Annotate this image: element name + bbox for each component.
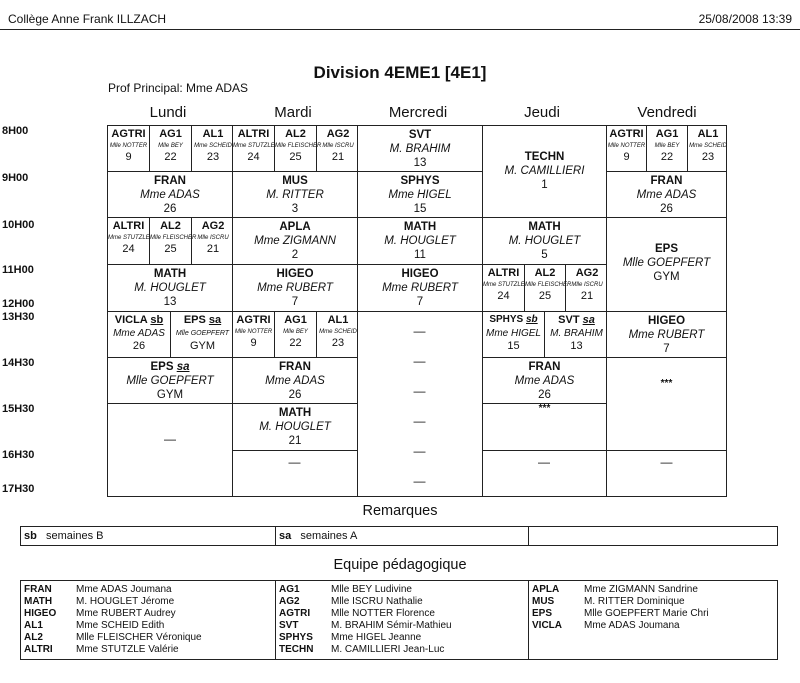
lesson-cell: HIGEO Mme RUBERT 7 — [606, 311, 727, 358]
lesson-cell: HIGEO Mme RUBERT 7 — [357, 264, 483, 312]
lesson-split — [482, 311, 607, 358]
lesson-split — [107, 125, 233, 172]
remark-item: sb semaines B — [24, 530, 104, 542]
prof-principal: Prof Principal: Mme ADAS — [108, 81, 249, 95]
day-vendredi: Vendredi — [637, 104, 697, 121]
lesson-group: AG2 Mlle ISCRU 21 — [197, 220, 229, 255]
remarques-box — [20, 526, 778, 546]
day-mardi: Mardi — [274, 104, 312, 121]
note-stars: *** — [660, 378, 673, 389]
time-label: 8H00 — [2, 125, 29, 137]
equipe-column — [24, 584, 202, 656]
lesson-cell: HIGEO Mme RUBERT 7 — [232, 264, 358, 312]
equipe-column — [532, 584, 709, 632]
team-member: ALTRI Mme STUTZLE Valérie — [24, 644, 179, 655]
header-divider — [0, 29, 800, 30]
lesson-group: AG1 Mlle BEY 22 — [275, 312, 317, 357]
team-member: VICLA Mme ADAS Joumana — [532, 620, 680, 631]
team-member: AL2 Mlle FLEISCHER Véronique — [24, 632, 202, 643]
lesson-cell: EPS Mlle GOEPFERT GYM — [606, 217, 727, 312]
lesson-group: SVT sa M. BRAHIM 13 — [550, 314, 603, 352]
page-title: Division 4EME1 [4E1] — [313, 63, 487, 82]
lesson-cell: APLA Mme ZIGMANN 2 — [232, 217, 358, 265]
lesson-cell: MATH M. HOUGLET 21 — [232, 403, 358, 451]
time-label: 17H30 — [2, 483, 35, 495]
day-jeudi: Jeudi — [524, 104, 560, 121]
empty-slot: — — [606, 450, 727, 498]
team-member: SVT M. BRAHIM Sémir-Mathieu — [279, 620, 452, 631]
empty-slot: — — [482, 450, 606, 498]
lesson-group: ALTRI Mme STUTZLE 24 — [483, 265, 525, 311]
team-member: AG2 Mlle ISCRU Nathalie — [279, 596, 423, 607]
lesson-split — [107, 311, 233, 358]
remarques-title: Remarques — [362, 503, 438, 519]
team-member: AGTRI Mlle NOTTER Florence — [279, 608, 435, 619]
time-label: 11H00 — [2, 264, 34, 276]
lesson-group: AG2 Mlle ISCRU 21 — [322, 128, 354, 163]
lesson-split — [107, 217, 233, 265]
lesson-group: AGTRI Mlle NOTTER 9 — [607, 126, 647, 171]
team-member: MATH M. HOUGLET Jérome — [24, 596, 175, 607]
equipe-box — [20, 580, 778, 660]
empty-slot — [482, 403, 607, 451]
lesson-group: VICLA sb Mme ADAS 26 — [108, 312, 171, 357]
lesson-cell: SVT M. BRAHIM 13 — [357, 125, 483, 172]
print-datetime: 25/08/2008 13:39 — [698, 12, 792, 26]
lesson-cell: FRAN Mme ADAS 26 — [232, 357, 358, 404]
team-member: AG1 Mlle BEY Ludivine — [279, 584, 412, 595]
lesson-cell: FRAN Mme ADAS 26 — [107, 171, 233, 218]
lesson-group: ALTRI Mme STUTZLE 24 — [108, 218, 150, 264]
time-label: 16H30 — [2, 449, 35, 461]
lesson-cell: MATH M. HOUGLET 11 — [357, 217, 483, 265]
lesson-group: AL1 Mme SCHEID 23 — [689, 128, 727, 163]
lesson-group: AG1 Mlle BEY 22 — [647, 126, 688, 171]
school-name: Collège Anne Frank ILLZACH — [8, 12, 167, 26]
team-member: APLA Mme ZIGMANN Sandrine — [532, 584, 698, 595]
lesson-split — [482, 264, 607, 312]
lesson-group: AL1 Mme SCHEID 23 — [194, 128, 232, 163]
empty-slot: — — [232, 450, 357, 498]
team-member: EPS Mlle GOEPFERT Marie Chri — [532, 608, 709, 619]
team-member: HIGEO Mme RUBERT Audrey — [24, 608, 176, 619]
note-stars: *** — [538, 403, 551, 414]
team-member: AL1 Mme SCHEID Edith — [24, 620, 165, 631]
remark-item: sa semaines A — [279, 530, 358, 542]
lesson-cell: SPHYS Mme HIGEL 15 — [357, 171, 483, 218]
time-label: 14H30 — [2, 357, 35, 369]
lesson-group: ALTRI Mme STUTZLE 24 — [233, 126, 275, 171]
lesson-group: AG1 Mlle BEY 22 — [150, 126, 192, 171]
empty-slot: — — — — — — — [357, 311, 482, 498]
time-label: 9H00 — [2, 172, 29, 184]
day-mercredi: Mercredi — [388, 104, 448, 121]
empty-slot — [606, 357, 727, 451]
lesson-cell: FRAN Mme ADAS 26 — [606, 171, 727, 218]
equipe-column — [279, 584, 452, 656]
time-label: 12H00 — [2, 298, 35, 310]
lesson-split — [232, 311, 358, 358]
lesson-cell: MUS M. RITTER 3 — [232, 171, 358, 218]
lesson-split — [606, 125, 727, 172]
lesson-split — [232, 125, 358, 172]
lesson-group: AG2 Mlle ISCRU 21 — [571, 267, 603, 302]
lesson-group: AL1 Mme SCHEID 23 — [319, 314, 357, 349]
lesson-cell: MATH M. HOUGLET 5 — [482, 217, 607, 265]
lesson-group: AGTRI Mlle NOTTER 9 — [233, 312, 275, 357]
lesson-cell: TECHN M. CAMILLIERI 1 — [482, 125, 607, 218]
lesson-cell: FRAN Mme ADAS 26 — [482, 357, 607, 404]
time-label: 10H00 — [2, 219, 35, 231]
lesson-cell: MATH M. HOUGLET 13 — [107, 264, 233, 312]
lesson-group: AL2 Mlle FLEISCHER 25 — [150, 218, 192, 264]
lesson-group: SPHYS sb Mme HIGEL 15 — [483, 312, 545, 357]
lesson-cell: EPS sa Mlle GOEPFERT GYM — [107, 357, 233, 404]
team-member: MUS M. RITTER Dominique — [532, 596, 685, 607]
time-label: 13H30 — [2, 311, 35, 323]
team-member: TECHN M. CAMILLIERI Jean-Luc — [279, 644, 445, 655]
lesson-group: AL2 Mlle FLEISCHER 25 — [525, 265, 566, 311]
time-label: 15H30 — [2, 403, 35, 415]
team-member: SPHYS Mme HIGEL Jeanne — [279, 632, 422, 643]
equipe-title: Equipe pédagogique — [333, 557, 467, 573]
day-lundi: Lundi — [149, 104, 187, 121]
lesson-group: AL2 Mlle FLEISCHER 25 — [275, 126, 317, 171]
lesson-group: EPS sa Mlle GOEPFERT GYM — [175, 314, 230, 352]
empty-slot: — — [107, 403, 233, 498]
lesson-group: AGTRI Mlle NOTTER 9 — [108, 126, 150, 171]
team-member: FRAN Mme ADAS Joumana — [24, 584, 172, 595]
